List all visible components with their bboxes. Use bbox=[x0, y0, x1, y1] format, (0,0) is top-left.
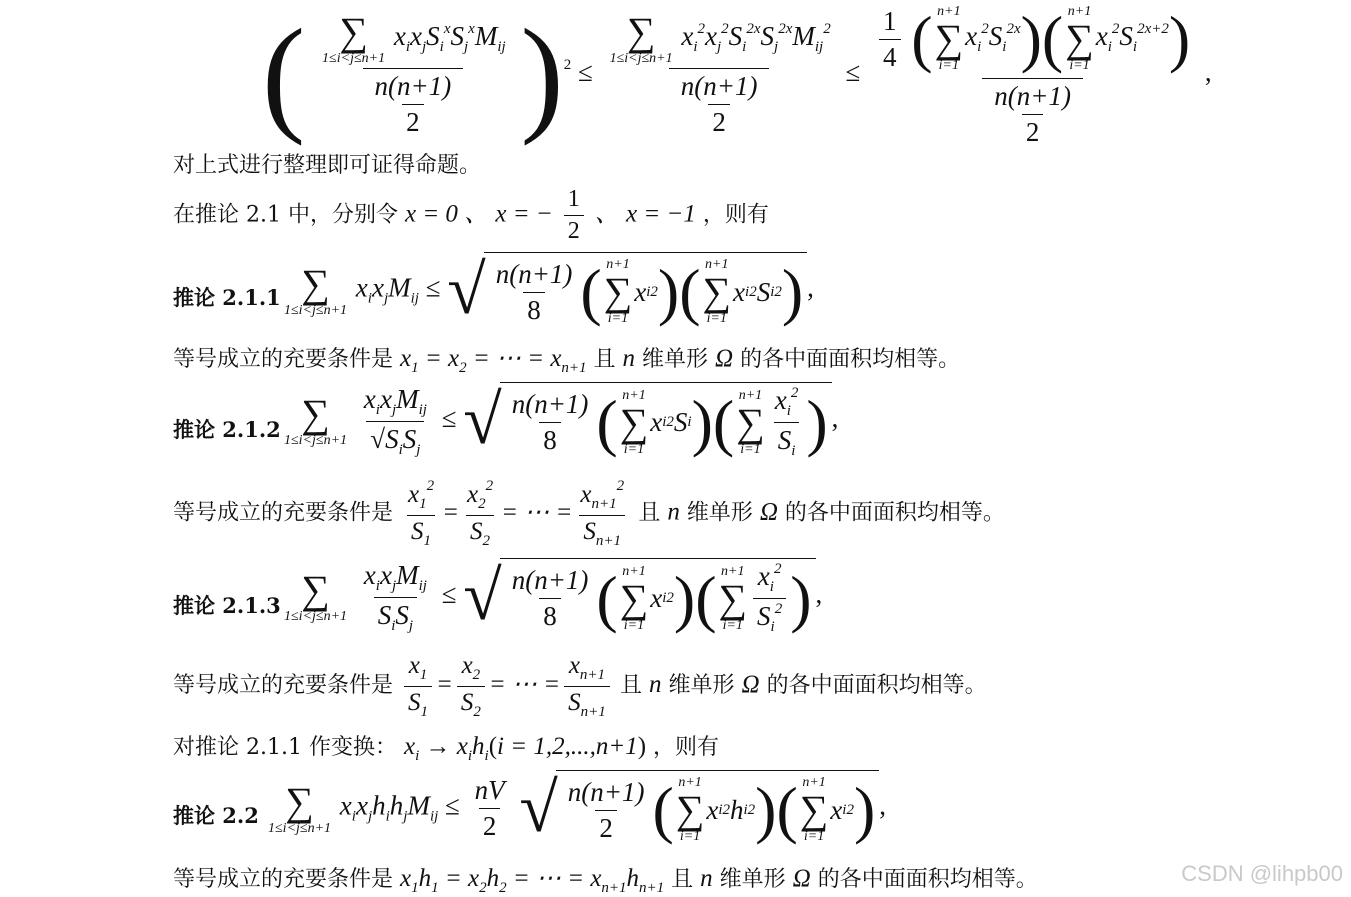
top-inequality: ( ∑ 1≤i<j≤n+1 $x_ix_jS_i^xS_j^xM_{ij}$ $\frac{n(n+1)}{2}$ )$^2$ ≤ ∑ 1≤i<j≤n+1 $x_i^2x_j^2S_i^{2x}S_j^{2x}M_{ij}^2$ $\frac{n(n+1)}{2}$ ≤ $\frac{1}{4}$ ( n+1 ∑ i=1 $x_i^2S_i^{2x}$)( n+1 ∑ i=1 $x_i^2S_i^{2x+2}$) $\frac{n(n+1)}{2}$ , bbox=[262, 3, 1212, 147]
corollary-2-1-3-formula: ∑ 1≤i<j≤n+1 $\frac{x_ix_jM_{ij}}{S_iS_j}$ ≤ √ $\frac{n(n+1)}{8}$ ( n+1 ∑ i=1 x i 2 ) ( n+1 ∑ i=1 $\frac{x_i^2}{S_i^2}$ ) , bbox=[284, 558, 823, 635]
sum-symbol: ∑ 1≤i<j≤n+1 bbox=[322, 9, 386, 66]
transform-line: 对推论 2.1.1 作变换： $x_i \to x_ih_i(i = 1,2,...,n+1)$ ，则有 bbox=[173, 733, 720, 764]
text-line-1: 对上式进行整理即可证得命题。 bbox=[173, 153, 482, 178]
corollary-2-1-2-formula: ∑ 1≤i<j≤n+1 $\frac{x_ix_jM_{ij}}{√S_iS_j}$ ≤ √ $\frac{n(n+1)}{8}$ ( n+1 ∑ i=1 x i 2 S i ) ( n+1 ∑ i=1 $\frac{x_i^2}{S_i}$ ) , bbox=[284, 382, 839, 459]
corollary-2-1-1-label: 推论 2.1.1 bbox=[173, 285, 281, 310]
watermark: CSDN @lihpb00 bbox=[1181, 861, 1343, 886]
condition-4: 等号成立的充要条件是 $x_1h_1 = x_2h_2$ = ⋯ = $x_{n+1}h_{n+1}$ 且 n 维单形 Ω 的各中面面积均相等。 bbox=[173, 865, 1038, 896]
top-frac-3: $\frac{1}{4}$ ( n+1 ∑ i=1 $x_i^2S_i^{2x}$)( n+1 ∑ i=1 $x_i^2S_i^{2x+2}$) $\frac{n(n+1)}{2}$ bbox=[871, 2, 1194, 148]
corollary-2-2-formula: ∑ 1≤i<j≤n+1 $x_ix_jh_ih_jM_{ij}$ ≤ $\frac{nV}{2}$ √ $\frac{n(n+1)}{2}$ ( n+1 ∑ i=1 x i 2 h i 2 ) ( n+1 ∑ i=1 x i 2 ) , bbox=[268, 769, 887, 847]
condition-2: 等号成立的充要条件是 $\frac{x_1^2}{S_1}$ = $\frac{x_2^2}{S_2}$ = ⋯ = $\frac{x_{n+1}^2}{S_{n+1}}$ 且 n 维单形 Ω 的各中面面积均相等。 bbox=[173, 478, 1005, 549]
top-frac-1: ∑ 1≤i<j≤n+1 $x_ix_jS_i^xS_j^xM_{ij}$ $\frac{n(n+1)}{2}$ bbox=[322, 9, 506, 137]
text-line-2: 在推论 2.1 中，分别令 x = 0 、 x = − $\frac{1}{2}$ 、 x = −1 ，则有 bbox=[173, 186, 769, 244]
condition-3: 等号成立的充要条件是 $\frac{x_1}{S_1}$ = $\frac{x_2}{S_2}$ = ⋯ = $\frac{x_{n+1}}{S_{n+1}}$ 且 n 维单形 Ω 的各中面面积均相等。 bbox=[173, 652, 987, 720]
top-frac-2: ∑ 1≤i<j≤n+1 $x_i^2x_j^2S_i^{2x}S_j^{2x}M_{ij}^2$ $\frac{n(n+1)}{2}$ bbox=[609, 9, 831, 137]
condition-1: 等号成立的充要条件是 $x_1 = x_2$ = ⋯ = $x_{n+1}$ 且 n 维单形 Ω 的各中面面积均相等。 bbox=[173, 345, 961, 376]
corollary-2-1-3-label: 推论 2.1.3 bbox=[173, 593, 281, 618]
corollary-2-2-label: 推论 2.2 bbox=[173, 803, 259, 828]
corollary-2-1-1-formula: ∑ 1≤i<j≤n+1 $x_ix_jM_{ij}$ ≤ √ $\frac{n(n+1)}{8}$ ( n+1 ∑ i=1 x i 2 ) ( n+1 ∑ i=1 x i 2 S i 2 ) , bbox=[284, 251, 814, 329]
corollary-2-1-2-label: 推论 2.1.2 bbox=[173, 417, 281, 442]
